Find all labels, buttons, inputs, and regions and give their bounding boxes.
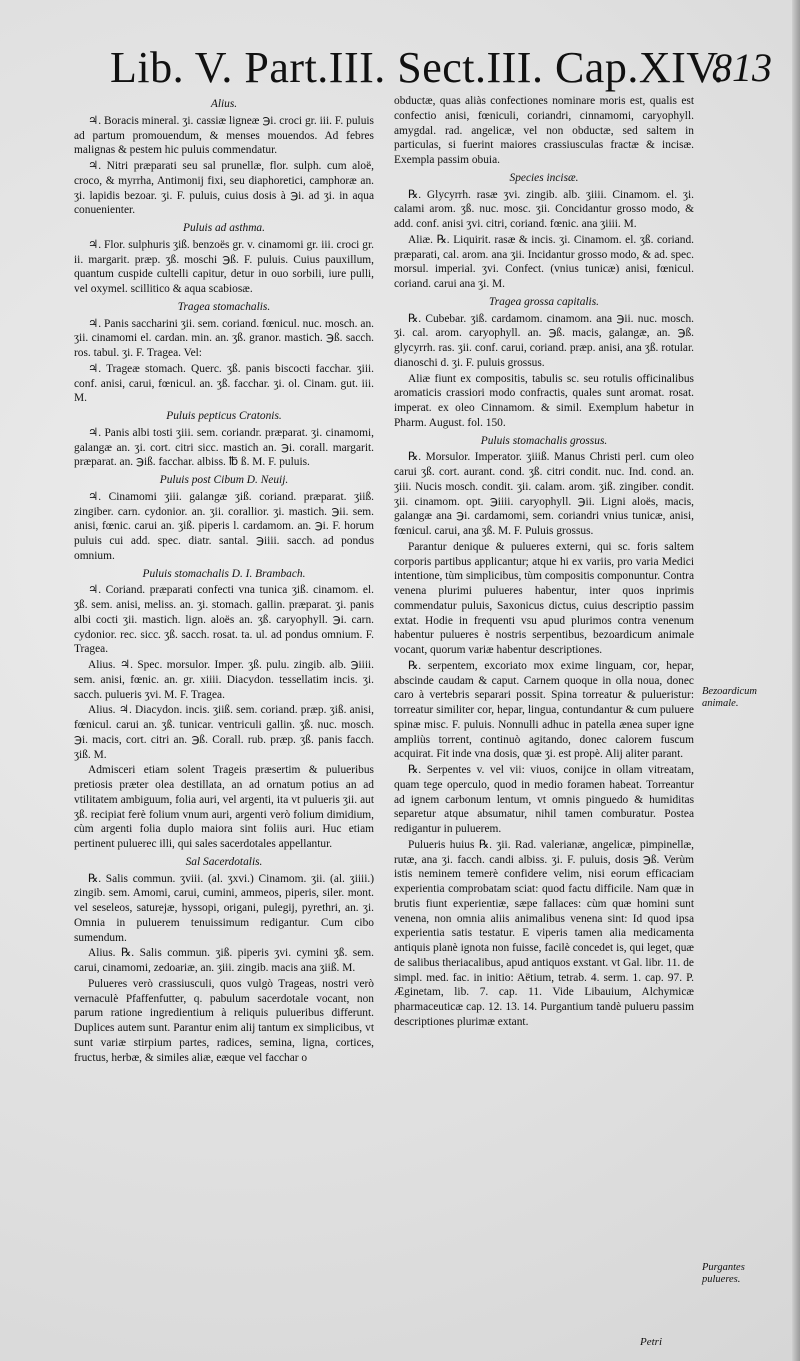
section-heading: Alius. bbox=[210, 98, 238, 110]
paragraph: Alius. ♃. Diacydon. incis. ʒiiß. sem. coriand. præp. ʒiß. anisi, fœnicul. carui an. ʒß. tunicar. ventriculi gallin. ʒß. nuc. mosch. ℈i. macis, cort. citri an. ℈ß. Corall. rub. præp. ʒß. panis facch. ʒiß. M. bbox=[74, 704, 374, 761]
paragraph: ℞. Morsulor. Imperator. ʒiiiß. Manus Christi perl. cum oleo carui ʒß. cort. aurant. cond. ʒß. citri condit. nuc. Ind. cond. an. ʒiii. Nucis mosch. condit. ʒii. calam. arom. ʒiß. zingiber. condit. ʒii. cinamom. opt. ℈iiii. caryophyll. ℈ii. Ligni aloës, macis, galangæ ana ℈i. cardamomi, sem. coriandri vnius tunicæ, anisi, fœnicul. carui, ana ʒß. M. F. Puluis grossus. bbox=[394, 451, 694, 537]
paragraph: ℞. serpentem, excoriato mox exime linguam, cor, hepar, abscinde caudam & caput. Carnem quoque in olla noua, donec caro à vertebris separari possit. Spina torreatur & pulueristur: torreatur similiter cor, hepar, lingua, contundantur & cum puluere spinæ misc. F. puluis. Nonnulli adhuc in patella ænea super igne ampliùs torrent, continuò agitando, donec calorem fuscum acquirat. Fit inde vna dosis, quæ ʒi. est propè. Alij aliter parant. bbox=[394, 659, 694, 761]
paragraph: Admisceri etiam solent Trageis præsertim & pulueribus pretiosis præter olea destillata, an ad ornatum potius an ad vtilitatem ambiguum, folia auri, vel argenti, ita vt pulueris ʒii. aut ʒß. recipiat ferè folium vnum auri, argenti verò folium dimidium, cùm argenti folia duplo maiora sint foliis auri. Huc etiam pertinent puluereс illi, qui sales sacerdotales appellantur. bbox=[74, 764, 374, 850]
paragraph: ℞. Salis commun. ʒviii. (al. ʒxvi.) Cinamom. ʒii. (al. ʒiiii.) zingib. sem. Amomi, carui, cumini, ammeos, piperis, siler. mont. vel seseleos, saturejæ, hyssopi, origani, pulegij, pyrethri, an. ʒi. Omnia in puluerem tenuissimum redigantur. Cum cibo sumendum. bbox=[74, 872, 374, 944]
section-heading: Species incisæ. bbox=[509, 171, 579, 184]
section-heading: Puluis pepticus Cratonis. bbox=[166, 410, 282, 422]
paragraph: Pulueris huius ℞. ʒii. Rad. valerianæ, angelicæ, pimpinellæ, rutæ, ana ʒi. facch. candi albiss. ʒi. F. puluis, dosis ℈ß. Verùm istis neminem temerè confidere velim, nisi eorum efficaciam experientia comprobatam sciat: quod factu difficile. Nam quæ in brutis fiunt experientiæ, sæpe fallaces: cùm quæ homini sunt venena, non omnia aliis animalibus venena sint: Id quod ipsa experientia satis testatur. E viperis tamen alia medicamenta antiquis planè ignota non fuisse, facilè concedet is, qui leget, quæ de salibus theriacalibus, apud antiquos exstant. vt Gal. libr. 11. de simpl. med. fac. in initio: Aëtium, tetrab. 4. serm. 1. cap. 97. P. Æginetam, lib. 7. cap. 11. Vide Libauium, Alchymicæ pharmaceuticæ cap. 12. 13. 14. Purgantium tandè pulueru passim descriptiones plurimæ extant. bbox=[394, 838, 694, 1028]
paragraph: ♃. Coriand. præparati confecti vna tunica ʒiß. cinamom. el. ʒß. sem. anisi, meliss. an. ʒi. stomach. gallin. præparat. ʒi. panis albi cocti ʒii. mastich. lign. aloës an. ʒß. caryophyll. ℈i. carn. cydonior. rec. sicc. ʒß. sacch. rosat. ta. ul. ad pondus omnium. F. Tragea. bbox=[74, 584, 374, 656]
paragraph: Alius. ℞. Salis commun. ʒiß. piperis ʒvi. cymini ʒß. sem. carui, cinamomi, zedoariæ, an. ʒiii. zingib. macis ana ʒiiß. M. bbox=[74, 947, 374, 974]
section-heading: Sal Sacerdotalis. bbox=[185, 855, 263, 868]
section-heading: Puluis post Cibum D. Neuij. bbox=[159, 474, 289, 486]
page-number: 813 bbox=[712, 45, 772, 90]
paragraph: ♃. Panis albi tosti ʒiii. sem. coriandr. præparat. ʒi. cinamomi, galangæ an. ʒi. cort. citri sicc. mastich an. ℈i. corall. margarit. præparat. an. ℈iß. facchar. albiss. ℔ ß. M. F. puluis. bbox=[74, 426, 374, 469]
paragraph: ♃. Panis saccharini ʒii. sem. coriand. fœnicul. nuc. mosch. an. ʒii. cinamomi el. cardan. min. an. ʒß. granor. mastich. ℈ß. sacch. ros. tabul. ʒi. F. Tragea. Vel: bbox=[74, 317, 374, 359]
margin-note-bezoardicum: Bezoardicum animale. bbox=[702, 686, 758, 709]
section-heading: Tragea grossa capitalis. bbox=[488, 295, 600, 308]
paragraph: Parantur denique & pulueres externi, qui sc. foris saltem corporis partibus applicantur; atque hi ex variis, pro varia Medici intentione, tùm simplicibus, tùm compositis componuntur. Contra venena plurimi pulueres habentur, inter quos inprimis commendatur puluis, Saxonicus dictus, cuius descriptio passim extat. Hodie in frequenti vsu apud plurimos contra venenum habentur pulueres è nostris serpentibus, bezoardicum animale vocant, quorum variæ habentur descriptiones. bbox=[394, 540, 694, 656]
margin-note-purgantes: Purgantes pulueres. bbox=[702, 1262, 745, 1285]
paragraph: ♃. Trageæ stomach. Querc. ʒß. panis biscocti facchar. ʒiii. conf. anisi, carui, fœnicul. an. ʒß. facchar. ʒi. ol. Cinam. gut. iii. M. bbox=[74, 362, 374, 405]
page-edge bbox=[792, 0, 800, 1361]
paragraph: Pulueres verò crassiusculi, quos vulgò Trageas, nostri verò vernaculè Pfaffenfutter, q. pabulum sacerdotale vocant, non parum ratione ingredientium à reliquis pulueribus differunt. Duplices autem sunt. Parantur enim alij tantum ex simplicibus, vt sunt variæ stirpium partes, radices, semina, ligna, cortices, fructus, herbæ, & similes aliæ, eæque vel facchar o bbox=[74, 977, 374, 1064]
paragraph: Aliæ. ℞. Liquirit. rasæ & incis. ʒi. Cinamom. el. ʒß. coriand. præparati, cal. arom. ana ʒii. Incidantur grosso modo, & ad. spec. morsul. imperial. ʒvi. Confect. (vnius tunicæ) anisi, fœnicul. coriand. carui ana ʒi. M. bbox=[394, 233, 694, 290]
section-heading: Puluis stomachalis D. I. Brambach. bbox=[142, 567, 306, 580]
paragraph: ♃. Cinamomi ʒiii. galangæ ʒiß. coriand. præparat. ʒiiß. zingiber. carn. cydonior. an. ʒii. corallior. ʒi. mastich. ℈ii. sem. anisi, fœnic. carui an. ʒiß. piperis l. cardamom. an. ℈i. F. horum puluis cui add. spec. diatr. santal. ℈iiii. sacch. ad pondus omnium. bbox=[74, 490, 374, 562]
right-column bbox=[394, 94, 694, 1334]
paragraph: Alius. ♃. Spec. morsulor. Imper. ʒß. pulu. zingib. alb. ℈iiii. sem. anisi, fœnic. an. gr. xiiii. Diacydon. tessellatim incis. ʒi. sacch. pulueris ʒvi. M. F. Tragea. bbox=[74, 659, 374, 701]
paragraph: obductæ, quas aliàs confectiones nominare moris est, qualis est confectio anisi, fœniculi, coriandri, cinnamomi, caryophyll. amygdal. rad. angelicæ, vel non obductæ, sed saltem in particulas, si fuerint maiores crassiusculas fractæ & incisæ. Exempla passim obuia. bbox=[394, 95, 694, 166]
paragraph: ♃. Nitri præparati seu sal prunellæ, flor. sulph. cum aloë, croco, & myrrha, Antimonij fixi, seu diaphoretici, camphoræ an. ʒi. lapidis bezoar. ʒi. F. puluis, cuius dosis à ℈i. ad ʒi. in aqua conuenienter. bbox=[74, 160, 374, 217]
section-heading: Puluis ad asthma. bbox=[183, 222, 265, 234]
paragraph: ℞. Cubebar. ʒiß. cardamom. cinamom. ana ℈ii. nuc. mosch. ʒi. cal. arom. caryophyll. an. ℈ß. macis, galangæ, an. ℈ß. glycyrrh. ras. ʒii. conf. carui, coriand. præp. anisi, ana ʒß. rotular. dianoschi d. ʒi. F. puluis grossus. bbox=[394, 312, 694, 369]
paragraph: Aliæ fiunt ex compositis, tabulis sc. seu rotulis officinalibus aromaticis crassiori modo confractis, quales sunt aromat. rosat. imperat. ex oleo Cinnamom. & simil. Exemplum habetur in Pharm. August. fol. 150. bbox=[394, 372, 694, 429]
paragraph: ℞. Serpentes v. vel vii: viuos, conijce in ollam vitreatam, quam tege operculo, quod in medio foramen habeat. Torreantur ad ignem carbonum lentum, vt omnis pinguedo & humiditas separetur atque absumatur, nihil tamen comburatur. Postea redigantur in puluerem. bbox=[394, 764, 694, 835]
section-heading: Puluis stomachalis grossus. bbox=[480, 434, 608, 447]
paragraph: ♃. Boracis mineral. ʒi. cassiæ ligneæ ℈i. croci gr. iii. F. puluis ad partum promouendum, & menses mouendos. Ad febres malignas & pestem hic puluis commendatur. bbox=[74, 114, 374, 157]
catchword: Petri bbox=[640, 1336, 662, 1348]
running-head: Lib. V. Part.III. Sect.III. Cap.XIV. bbox=[110, 43, 725, 92]
paragraph: ♃. Flor. sulphuris ʒiß. benzoës gr. v. cinamomi gr. iii. croci gr. ii. margarit. præp. ʒß. moschi ℈ß. F. puluis. Cuius pauxillum, quantum cuspide cultelli capitur, detur in ouo sorbili, iure pulli, vel oxymel. scillitico & aqua scabiosæ. bbox=[74, 238, 374, 295]
paragraph: ℞. Glycyrrh. rasæ ʒvi. zingib. alb. ʒiiii. Cinamom. el. ʒi. calami arom. ʒß. nuc. mosc. ʒii. Concidantur grosso modo, & add. conf. anisi ʒvi. citri, coriand. fœnic. ana ʒiiii. M. bbox=[394, 188, 694, 230]
left-column bbox=[74, 94, 374, 1354]
section-heading: Tragea stomachalis. bbox=[177, 300, 271, 313]
